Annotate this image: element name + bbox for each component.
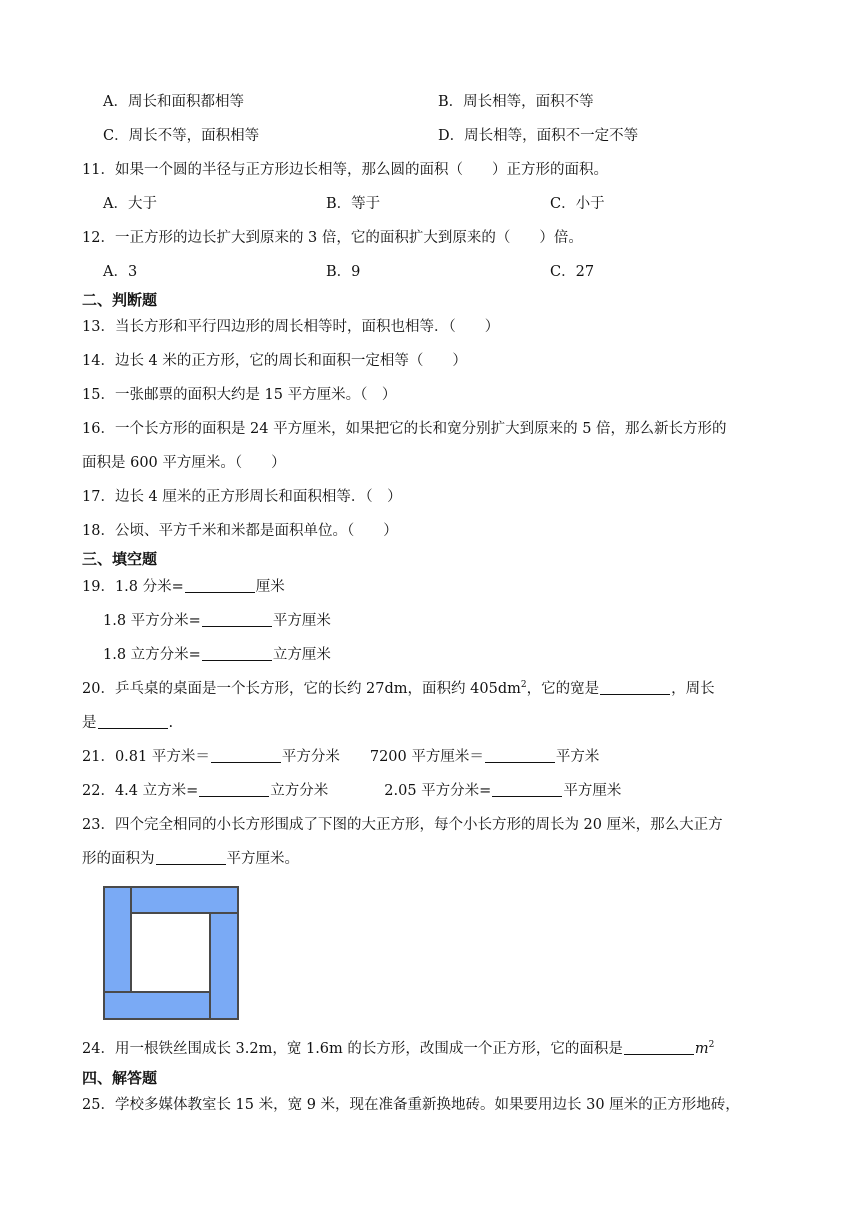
q12-option-a: A．3 <box>103 264 138 280</box>
answer-blank[interactable] <box>199 782 269 797</box>
q20-text-a: 20．乒乓桌的桌面是一个长方形，它的长约 27dm，面积约 405dm <box>82 681 521 697</box>
q24-line <box>82 1039 714 1059</box>
q19-line3-unit: 立方厘米 <box>272 647 331 663</box>
q16-text-line2: 面积是 600 平方厘米。（ ） <box>82 455 286 471</box>
answer-blank[interactable] <box>156 850 226 865</box>
q10-option-a: A．周长和面积都相等 <box>103 94 244 110</box>
q19-line1-unit: 厘米 <box>255 579 285 595</box>
q22-text-a: 22．4.4 立方米= <box>82 783 199 799</box>
q19-line3-prefix: 1.8 立方分米= <box>103 647 201 663</box>
q21-text-a: 21．0.81 平方米＝ <box>82 749 210 765</box>
q13-text: 13．当长方形和平行四边形的周长相等时，面积也相等．（ ） <box>82 319 500 335</box>
q21-text-b: 平方分米 <box>281 749 340 765</box>
bottom-rectangle <box>104 992 210 1019</box>
square-frame-figure <box>103 886 239 1020</box>
q23-text-a: 形的面积为 <box>82 851 155 867</box>
q19-line3 <box>103 645 331 665</box>
q21-text-c: 7200 平方厘米＝ <box>369 749 484 765</box>
q22-line <box>82 781 621 801</box>
q10-option-c: C．周长不等，面积相等 <box>103 128 260 144</box>
answer-blank[interactable] <box>492 782 562 797</box>
q23-line2 <box>82 849 299 869</box>
q11-text: 11．如果一个圆的半径与正方形边长相等，那么圆的面积（ ）正方形的面积。 <box>82 162 608 178</box>
q14-text: 14．边长 4 米的正方形，它的周长和面积一定相等（ ） <box>82 353 467 369</box>
q11-option-b: B．等于 <box>326 196 381 212</box>
section-heading-judgment: 二、判断题 <box>82 291 158 309</box>
q23-line1: 23．四个完全相同的小长方形围成了下图的大正方形，每个小长方形的周长为 20 厘米，那么大正方 <box>82 817 723 833</box>
answer-blank[interactable] <box>600 680 670 695</box>
answer-blank[interactable] <box>485 748 555 763</box>
answer-blank[interactable] <box>202 646 272 661</box>
q19-line2 <box>103 611 331 631</box>
q20-text-c: ，周长 <box>671 681 715 697</box>
q19-line2-prefix: 1.8 平方分米= <box>103 613 201 629</box>
q20-superscript: 2 <box>520 680 527 691</box>
q16-text-line1: 16．一个长方形的面积是 24 平方厘米，如果把它的长和宽分别扩大到原来的 5 倍，那么新长方形的 <box>82 421 727 437</box>
q12-option-b: B．9 <box>326 264 361 280</box>
q22-text-d: 平方厘米 <box>563 783 622 799</box>
right-rectangle <box>210 913 238 1019</box>
q24-superscript: 2 <box>708 1040 715 1051</box>
answer-blank[interactable] <box>98 714 168 729</box>
q19-line1-prefix: 19．1.8 分米= <box>82 579 184 595</box>
q20-text-d: 是 <box>82 715 97 731</box>
q20-text-e: . <box>168 715 174 731</box>
q12-option-c: C．27 <box>550 264 595 280</box>
q10-option-d: D．周长相等，面积不一定不等 <box>438 128 639 144</box>
q18-text: 18．公顷、平方千米和米都是面积单位。（ ） <box>82 523 398 539</box>
answer-blank[interactable] <box>185 578 255 593</box>
q11-option-a: A．大于 <box>103 196 157 212</box>
q25-text: 25．学校多媒体教室长 15 米，宽 9 米，现在准备重新换地砖。如果要用边长 30 厘米的正方形地砖， <box>82 1097 740 1113</box>
q21-line <box>82 747 599 767</box>
q10-option-b: B．周长相等，面积不等 <box>438 94 594 110</box>
q24-unit: m <box>694 1041 709 1057</box>
section-heading-fill-blank: 三、填空题 <box>82 550 158 568</box>
q22-text-c: 2.05 平方分米= <box>384 783 492 799</box>
q21-text-d: 平方米 <box>555 749 600 765</box>
answer-blank[interactable] <box>211 748 281 763</box>
q22-text-b: 立方分米 <box>270 783 329 799</box>
q23-text-b: 平方厘米。 <box>226 851 299 867</box>
q15-text: 15．一张邮票的面积大约是 15 平方厘米。（ ） <box>82 387 397 403</box>
q20-line1 <box>82 679 715 699</box>
q20-line2 <box>82 713 173 733</box>
left-rectangle <box>104 887 131 992</box>
q17-text: 17．边长 4 厘米的正方形周长和面积相等．（ ） <box>82 489 402 505</box>
answer-blank[interactable] <box>202 612 272 627</box>
q19-line1 <box>82 577 285 597</box>
q11-option-c: C．小于 <box>550 196 605 212</box>
q24-text: 24．用一根铁丝围成长 3.2m，宽 1.6m 的长方形，改围成一个正方形，它的面积是 <box>82 1041 623 1057</box>
q12-text: 12．一正方形的边长扩大到原来的 3 倍，它的面积扩大到原来的（ ）倍。 <box>82 230 583 246</box>
answer-blank[interactable] <box>624 1040 694 1055</box>
q20-text-b: ，它的宽是 <box>526 681 600 697</box>
section-heading-solve: 四、解答题 <box>82 1069 158 1087</box>
top-rectangle <box>131 887 238 913</box>
q19-line2-unit: 平方厘米 <box>272 613 331 629</box>
